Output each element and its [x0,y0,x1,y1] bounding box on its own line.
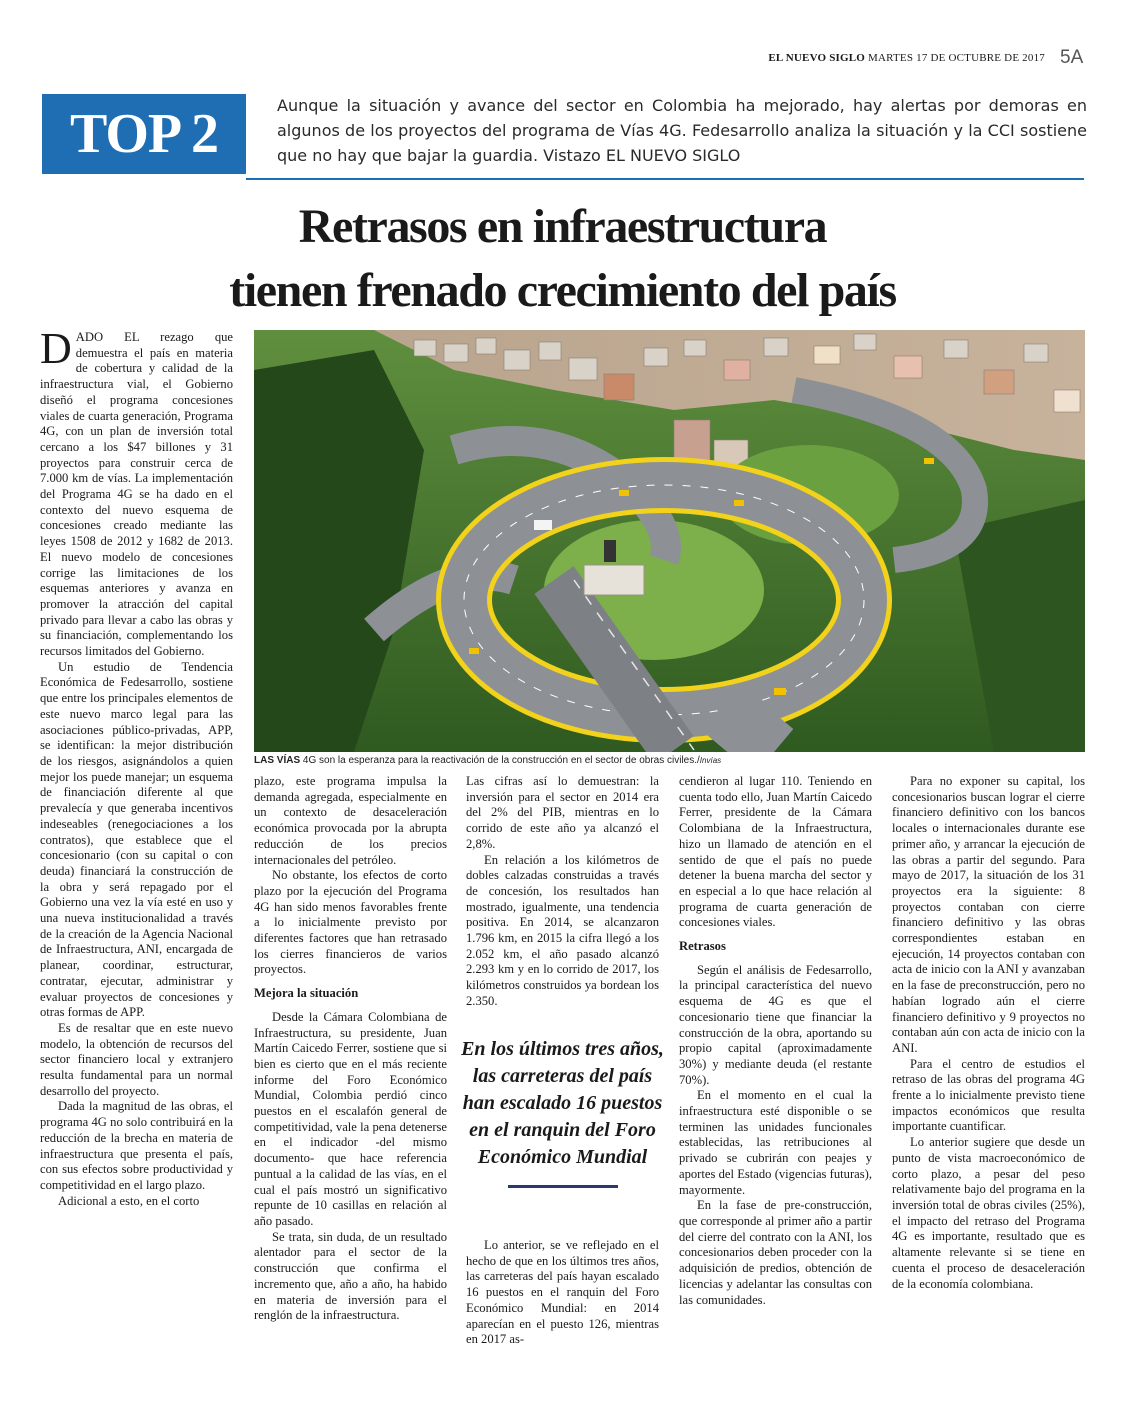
caption-lead: LAS VÍAS [254,755,301,766]
headline-line-1: Retrasos en infraestructura [298,200,827,253]
column-2-paragraph-2: No obstante, los efectos de corto plazo por la ejecución del Programa 4G han sido menos favorables frente a lo inicialmente previsto por diferentes factores que han retrasado los cierres financieros de varios proyectos. [254,868,447,977]
masthead [700,52,1045,64]
article-column-3 [466,774,659,1010]
photo-credit: Invías [699,756,722,765]
drop-cap: D [40,324,72,373]
article-column-1 [40,324,233,1209]
article-photo [254,330,1085,752]
issue-date: MARTES 17 DE OCTUBRE DE 2017 [868,52,1045,64]
column-2-paragraph-4: Se trata, sin duda, de un resultado alentador para el sector de la construcción que confirma el incremento que, año a año, ha habido en materia de inversión para el renglón de la infraestructura. [254,1229,447,1323]
column-4-paragraph-2: Según el análisis de Fedesarrollo, la principal característica del nuevo esquema de 4G es que el concesionario tiene que financiar la construcción de la obra, aportando su propio capital (aproximadamente 30%) y mediante deuda (el restante 70%). [679,962,872,1087]
deck-summary: Aunque la situación y avance del sector en Colombia ha mejorado, hay alertas por demoras en algunos de los proyectos del programa de Vías 4G. Fedesarrollo analiza la situación y la CCI sostiene que no hay que bajar la guardia. Vistazo EL NUEVO SIGLO [277,96,1087,165]
section-rule [246,178,1084,180]
column-1-paragraph-4: Dada la magnitud de las obras, el programa 4G no solo contribuirá en la reducción de la brecha en materia de infraestructura que presenta el país, con sus efectos sobre productividad y competitividad en el largo plazo. [40,1099,233,1192]
article-column-5 [892,774,1085,1292]
newspaper-name: EL NUEVO SIGLO [768,52,866,64]
column-1-paragraph-2: Un estudio de Tendencia Económica de Fedesarrollo, sostiene que entre los principales elementos de este nuevo marco legal para las asociaciones público-privadas, APP, se identifican: la mejor distribución de los riesgos, asignándolos a quien mejor los puede manejar; un esquema de financiación diferente al que prevalecía y que generaba incentivos indeseables (renegociaciones a los contratos), que establece que el concesionario (con su capital o con deuda) financiará la construcción de la obra y será repagado por el Gobierno una vez la vía esté en uso y una nueva institucionalidad a través de la creación de la Agencia Nacional de Infraestructura, ANI, encargada de planear, coordinar, estructurar, contratar, ejecutar, administrar y evaluar proyectos de concesiones y otras formas de APP. [40,659,233,1020]
column-4-paragraph-3: En el momento en el cual la infraestructura esté disponible o se terminen las unidades funcionales establecidas, las retribuciones al privado se cubrirán con peajes y aportes del Estado (vigencias futuras), mayormente. [679,1088,872,1197]
column-5-paragraph-1: Para no exponer su capital, los concesionarios buscan lograr el cierre financiero definitivo con los bancos locales o internacionales durante ese primer año, y arrancar la ejecución de las obras a partir del segundo. Para mayo de 2017, la situación de los 31 proyectos era la siguiente: 8 proyectos contaban con cierre financiero definitivo y las obras correspondientes estaban en ejecución, 14 proyectos contaban con acta de inicio con la ANI y avanzaban en la fase de preconstrucción, pero no habían logrado aún el cierre financiero definitivo y 9 proyectos no contaban aún con acta de inicio con la ANI. [892,774,1085,1055]
paragraph-text: ADO EL rezago que demuestra el país en materia de cobertura y calidad de la infraestructura vial, el Gobierno diseñó el programa concesiones viales de cuarta generación, Programa 4G, con un plan de inversión total cercano a los $47 billones y 31 proyectos para construir cerca de 7.000 km de vías. La implementación del Programa 4G se ha dado en el contexto del nuevo esquema de concesiones creado mediante las leyes 1508 de 2012 y 1682 de 2013. El nuevo modelo de concesiones corrige las limitaciones de los esquemas anteriores y avanza en promover la atracción del capital privado para llevar a cabo las obras y su financiación, complementando los recursos limitados del Gobierno. [40,330,233,659]
column-1-paragraph-1 [40,324,233,660]
article-column-2 [254,774,447,1324]
article-column-4 [679,774,872,1308]
column-5-paragraph-2: Para el centro de estudios el retraso de las obras del programa 4G frente a lo inicialmente previsto tiene impactos económicos que resulta importante cuantificar. [892,1056,1085,1134]
caption-text: 4G son la esperanza para la reactivación de la construcción en el sector de obras civiles./ [302,755,700,766]
headline-line-2: tienen frenado crecimiento del país [229,264,896,317]
section-label: TOP 2 [42,94,246,174]
column-4-paragraph-4: En la fase de pre-construcción, que corresponde al primer año a partir del cierre del contrato con la ANI, los concesionarios deben proceder con la adquisición de predios, obtención de licencias y adelantar las consultas con las comunidades. [679,1198,872,1307]
column-2-paragraph-3: Desde la Cámara Colombiana de Infraestructura, su presidente, Juan Martín Caicedo Ferrer, sostiene que si bien es cierto que en el más reciente informe del Foro Económico Mundial, Colombia perdió cinco puestos en el escalafón general de competitividad, vale la pena detenerse en el indicador -del mismo documento- que hace referencia puntual a la calidad de las vías, en el cual el país mostró un significativo repunte de 10 casillas en relación al año pasado. [254,1009,447,1228]
column-2-paragraph-1: plazo, este programa impulsa la demanda agregada, especialmente en un contexto de desaceleración económica provocada por la abrupta reducción de los precios internacionales del petróleo. [254,774,447,867]
column-1-paragraph-3: Es de resaltar que en este nuevo modelo, la obtención de recursos del sector financiero local y extranjero resulta fundamental para un normal desarrollo del proyecto. [40,1020,233,1098]
photo-caption [254,755,1085,766]
column-3-paragraph-1: Las cifras así lo demuestran: la inversión para el sector en 2014 era del 2% del PIB, mientras en lo corrido de este año ya alcanzó el 2,8%. [466,774,659,851]
subhead-retrasos: Retrasos [679,939,726,954]
pull-quote [460,1036,665,1188]
roundabout-aerial-illustration [254,330,1085,752]
subhead-mejora: Mejora la situación [254,986,359,1001]
article-column-3-continued [466,1238,659,1348]
column-3-paragraph-2: En relación a los kilómetros de dobles calzadas construidas a través de concesión, los resultados han mostrado, igualmente, una tendencia positiva. En 2014, se alcanzaron 1.796 km, en 2015 la cifra llegó a los 2.052 km, el año pasado alcanzó 2.293 km y en lo corrido de 2017, los kilómetros construidos ya bordean los 2.350. [466,852,659,1008]
page-number: 5A [1060,47,1084,68]
headline [40,195,1085,323]
column-1-paragraph-5: Adicional a esto, en el corto [58,1193,200,1208]
column-4-paragraph-1: cendieron al lugar 110. Teniendo en cuenta todo ello, Juan Martín Caicedo Ferrer, presidente de la Cámara Colombiana de la Infraestructura, hizo un llamado de atención en el sentido de que el país no puede detener la buena marcha del sector y en especial a lo que hace relación al programa de cuarta generación de concesiones viales. [679,774,872,930]
column-3-paragraph-3: Lo anterior, se ve reflejado en el hecho de que en los últimos tres años, las carreteras del país hayan escalado 16 puestos en el ranquin del Foro Económico Mundial: en 2014 aparecían en el puesto 126, mientras en 2017 as- [466,1238,659,1347]
pull-quote-rule [508,1185,618,1188]
column-5-paragraph-3: Lo anterior sugiere que desde un punto de vista macroeconómico de corto plazo, a pesar del peso relativamente bajo del programa en la inversión total de obras civiles (25%), el impacto del retraso del Programa 4G es importante, resultado que es altamente relevante si se tiene en cuenta el proceso de desaceleración de la economía colombiana. [892,1135,1085,1291]
pull-quote-text: En los últimos tres años, las carreteras del país han escalado 16 puestos en el ranquin del Foro Económico Mundial [461,1038,664,1168]
